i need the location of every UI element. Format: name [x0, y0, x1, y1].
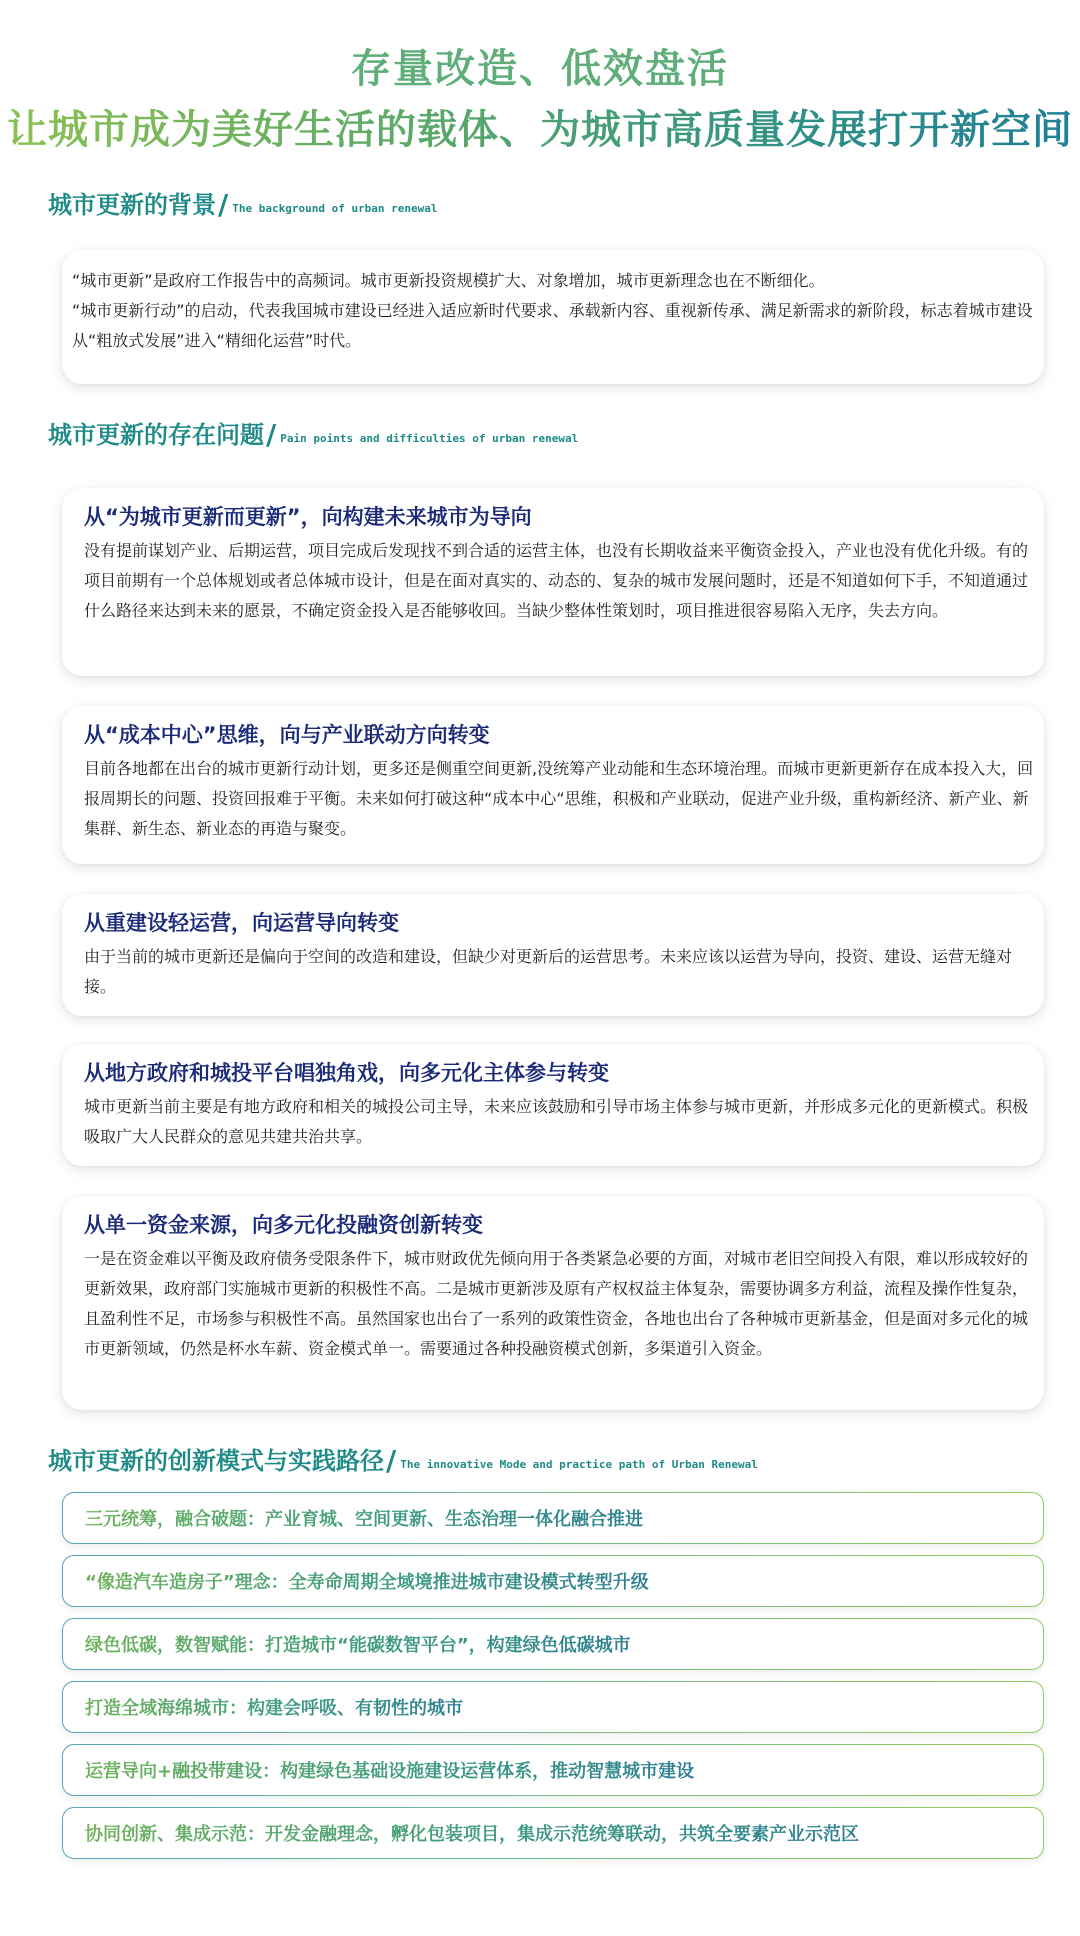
- path-item-text: 三元统筹，融合破题：产业育城、空间更新、生态治理一体化融合推进: [85, 1505, 643, 1531]
- background-card: [62, 250, 1044, 384]
- slash-divider: /: [386, 1444, 397, 1477]
- path-item: [62, 1744, 1044, 1796]
- section-heading-cn: 城市更新的背景: [48, 191, 216, 219]
- section-heading-problems: [48, 420, 578, 450]
- problem-card: [62, 488, 1044, 676]
- hero-title-line2: 让城市成为美好生活的载体、为城市高质量发展打开新空间: [0, 98, 1080, 162]
- path-item: [62, 1807, 1044, 1859]
- problem-title: 从单一资金来源，向多元化投融资创新转变: [84, 1213, 483, 1237]
- path-item-text: “像造汽车造房子”理念：全寿命周期全域境推进城市建设模式转型升级: [85, 1568, 649, 1594]
- section-heading-en: Pain points and difficulties of urban renewal: [280, 432, 579, 445]
- background-paragraph-2: “城市更新行动”的启动，代表我国城市建设已经进入适应新时代要求、承载新内容、重视新传承、满足新需求的新阶段，标志着城市建设从“粗放式发展”进入“精细化运营”时代。: [72, 301, 1033, 350]
- section-heading-background: [48, 190, 438, 220]
- problem-body: 城市更新当前主要是有地方政府和相关的城投公司主导，未来应该鼓励和引导市场主体参与城市更新，并形成多元化的更新模式。积极吸取广大人民群众的意见共建共治共享。: [84, 1097, 1029, 1146]
- path-item-text: 协同创新、集成示范：开发金融理念，孵化包装项目，集成示范统筹联动，共筑全要素产业示范区: [85, 1820, 859, 1846]
- section-heading-cn: 城市更新的创新模式与实践路径: [48, 1447, 384, 1475]
- slash-divider: /: [218, 188, 229, 221]
- section-heading-en: The innovative Mode and practice path of Urban Renewal: [400, 1458, 758, 1471]
- path-item: [62, 1681, 1044, 1733]
- problem-title: 从“为城市更新而更新”，向构建未来城市为导向: [84, 505, 532, 529]
- hero-title-line1: 存量改造、低效盘活: [351, 45, 729, 92]
- section-heading-en: The background of urban renewal: [232, 202, 438, 215]
- path-item: [62, 1555, 1044, 1607]
- path-item: [62, 1492, 1044, 1544]
- problem-title: 从重建设轻运营，向运营导向转变: [84, 911, 399, 935]
- problem-card: [62, 706, 1044, 864]
- problem-body: 目前各地都在出台的城市更新行动计划，更多还是侧重空间更新,没统筹产业动能和生态环境治理。而城市更新更新存在成本投入大，回报周期长的问题、投资回报难于平衡。未来如何打破这种“成本中心“思维，积极和产业联动，促进产业升级，重构新经济、新产业、新集群、新生态、新业态的再造与聚变。: [84, 759, 1034, 838]
- slash-divider: /: [266, 418, 277, 451]
- problem-body: 一是在资金难以平衡及政府债务受限条件下，城市财政优先倾向用于各类紧急必要的方面，对城市老旧空间投入有限，难以形成较好的更新效果，政府部门实施城市更新的积极性不高。二是城市更新涉及原有产权权益主体复杂，需要协调多方利益，流程及操作性复杂，且盈利性不足，市场参与积极性不高。虽然国家也出台了一系列的政策性资金，各地也出台了各种城市更新基金，但是面对多元化的城市更新领域，仍然是杯水车薪、资金模式单一。需要通过各种投融资模式创新，多渠道引入资金。: [84, 1249, 1029, 1358]
- hero-title: [0, 40, 1080, 162]
- section-heading-cn: 城市更新的存在问题: [48, 421, 264, 449]
- section-heading-innovation: [48, 1446, 758, 1476]
- problem-title: 从地方政府和城投平台唱独角戏，向多元化主体参与转变: [84, 1061, 609, 1085]
- path-item-text: 打造全域海绵城市：构建会呼吸、有韧性的城市: [85, 1694, 463, 1720]
- problem-card: [62, 894, 1044, 1016]
- problem-body: 由于当前的城市更新还是偏向于空间的改造和建设，但缺少对更新后的运营思考。未来应该以运营为导向，投资、建设、运营无缝对接。: [84, 947, 1013, 996]
- problem-body: 没有提前谋划产业、后期运营，项目完成后发现找不到合适的运营主体，也没有长期收益来平衡资金投入，产业也没有优化升级。有的项目前期有一个总体规划或者总体城市设计，但是在面对真实的、动态的、复杂的城市发展问题时，还是不知道如何下手，不知道通过什么路径来达到未来的愿景，不确定资金投入是否能够收回。当缺少整体性策划时，项目推进很容易陷入无序，失去方向。: [84, 541, 1029, 620]
- path-item-text: 绿色低碳，数智赋能：打造城市“能碳数智平台”，构建绿色低碳城市: [85, 1631, 631, 1657]
- background-paragraph-1: “城市更新”是政府工作报告中的高频词。城市更新投资规模扩大、对象增加，城市更新理念也在不断细化。: [72, 271, 825, 290]
- problem-title: 从“成本中心”思维，向与产业联动方向转变: [84, 723, 490, 747]
- path-item-text: 运营导向+融投带建设：构建绿色基础设施建设运营体系，推动智慧城市建设: [85, 1757, 694, 1783]
- path-item: [62, 1618, 1044, 1670]
- problem-card: [62, 1044, 1044, 1166]
- problem-card: [62, 1196, 1044, 1410]
